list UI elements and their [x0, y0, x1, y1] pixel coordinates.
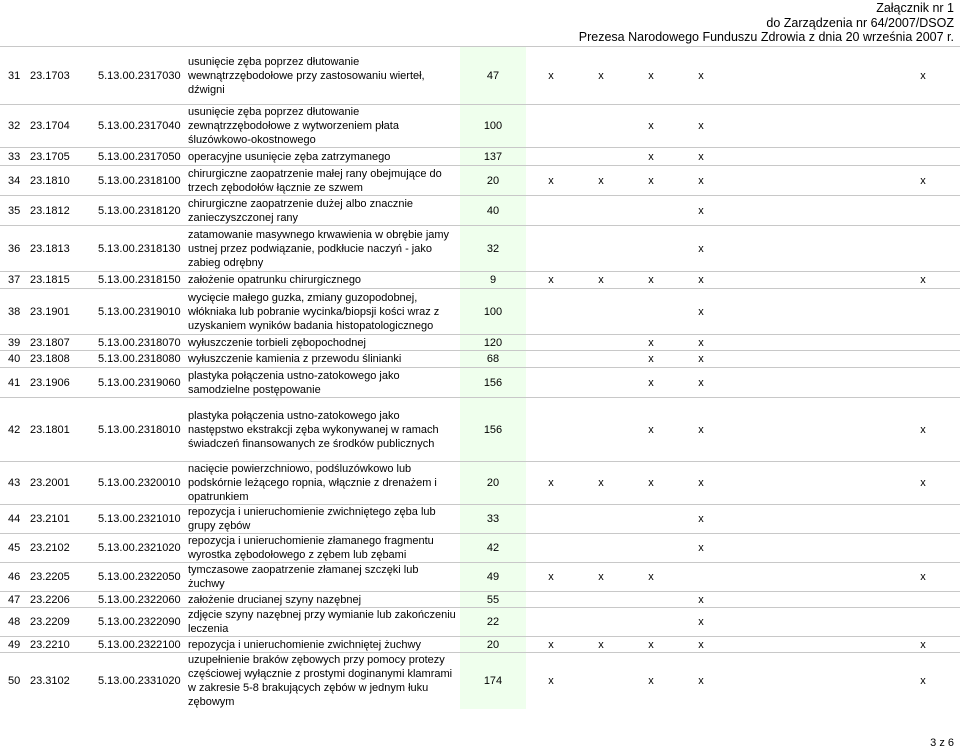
col-6 [886, 105, 960, 148]
icd-code: 5.13.00.2317030 [96, 47, 186, 105]
procedure-name: usunięcie zęba poprzez dłutowanie wewnątrzzębodołowe przy zastosowaniu wierteł, dźwigni [186, 47, 460, 105]
col-1 [526, 226, 576, 272]
col-6: x [886, 47, 960, 105]
col-1 [526, 148, 576, 166]
procedure-code: 23.1703 [28, 47, 96, 105]
col-1 [526, 335, 576, 351]
points: 100 [460, 105, 526, 148]
header-issuer: Prezesa Narodowego Funduszu Zdrowia z dnia 20 września 2007 r. [578, 30, 954, 44]
col-1: x [526, 563, 576, 592]
col-3 [626, 196, 676, 226]
row-number: 33 [0, 148, 28, 166]
col-3: x [626, 398, 676, 462]
procedure-name: wyłuszczenie torbieli zębopochodnej [186, 335, 460, 351]
points: 68 [460, 351, 526, 368]
procedure-name: chirurgiczne zaopatrzenie małej rany obejmujące do trzech zębodołów łącznie ze szwem [186, 166, 460, 196]
icd-code: 5.13.00.2322090 [96, 608, 186, 637]
points: 20 [460, 166, 526, 196]
points: 20 [460, 637, 526, 653]
col-2 [576, 653, 626, 710]
col-5 [726, 653, 886, 710]
col-5 [726, 105, 886, 148]
col-6: x [886, 166, 960, 196]
col-5 [726, 351, 886, 368]
row-number: 47 [0, 592, 28, 608]
icd-code: 5.13.00.2318080 [96, 351, 186, 368]
icd-code: 5.13.00.2321010 [96, 505, 186, 534]
col-1 [526, 608, 576, 637]
col-6: x [886, 563, 960, 592]
icd-code: 5.13.00.2331020 [96, 653, 186, 710]
row-number: 39 [0, 335, 28, 351]
col-6: x [886, 653, 960, 710]
icd-code: 5.13.00.2317050 [96, 148, 186, 166]
icd-code: 5.13.00.2322050 [96, 563, 186, 592]
col-2 [576, 505, 626, 534]
row-number: 50 [0, 653, 28, 710]
col-4: x [676, 608, 726, 637]
points: 33 [460, 505, 526, 534]
col-1 [526, 289, 576, 335]
procedure-code: 23.1705 [28, 148, 96, 166]
col-6 [886, 592, 960, 608]
col-3: x [626, 637, 676, 653]
table-row [0, 351, 960, 368]
procedure-code: 23.2210 [28, 637, 96, 653]
procedure-name: zatamowanie masywnego krwawienia w obrębie jamy ustnej przez podwiązanie, podkłucie naczyń - jako zabieg odrębny [186, 226, 460, 272]
col-1 [526, 398, 576, 462]
col-3 [626, 505, 676, 534]
col-3: x [626, 148, 676, 166]
col-4: x [676, 105, 726, 148]
col-1: x [526, 47, 576, 105]
table-row [0, 505, 960, 534]
col-6 [886, 289, 960, 335]
col-4: x [676, 335, 726, 351]
row-number: 31 [0, 47, 28, 105]
col-6: x [886, 272, 960, 289]
procedure-name: operacyjne usunięcie zęba zatrzymanego [186, 148, 460, 166]
col-3: x [626, 563, 676, 592]
procedure-name: nacięcie powierzchniowo, podśluzówkowo lub podskórnie leżącego ropnia, włącznie z drenażem i opatrunkiem [186, 462, 460, 505]
row-number: 38 [0, 289, 28, 335]
icd-code: 5.13.00.2322100 [96, 637, 186, 653]
points: 22 [460, 608, 526, 637]
table-row [0, 637, 960, 653]
col-6: x [886, 462, 960, 505]
points: 20 [460, 462, 526, 505]
icd-code: 5.13.00.2317040 [96, 105, 186, 148]
col-3: x [626, 653, 676, 710]
icd-code: 5.13.00.2318150 [96, 272, 186, 289]
col-2: x [576, 47, 626, 105]
procedure-code: 23.1704 [28, 105, 96, 148]
icd-code: 5.13.00.2320010 [96, 462, 186, 505]
procedure-name: chirurgiczne zaopatrzenie dużej albo znacznie zanieczyszczonej rany [186, 196, 460, 226]
procedure-name: repozycja i unieruchomienie zwichniętego zęba lub grupy zębów [186, 505, 460, 534]
procedure-name: usunięcie zęba poprzez dłutowanie zewnątrzzębodołowe z wytworzeniem płata śluzówkowo-okostnowego [186, 105, 460, 148]
row-number: 36 [0, 226, 28, 272]
col-4: x [676, 368, 726, 398]
icd-code: 5.13.00.2318120 [96, 196, 186, 226]
col-6: x [886, 398, 960, 462]
col-3 [626, 226, 676, 272]
table-row [0, 289, 960, 335]
procedure-code: 23.1810 [28, 166, 96, 196]
col-2: x [576, 563, 626, 592]
col-2 [576, 592, 626, 608]
col-1: x [526, 272, 576, 289]
col-4: x [676, 226, 726, 272]
row-number: 34 [0, 166, 28, 196]
table-row [0, 196, 960, 226]
table-row [0, 47, 960, 105]
col-5 [726, 47, 886, 105]
procedure-name: repozycja i unieruchomienie złamanego fragmentu wyrostka zębodołowego z zębem lub zębami [186, 534, 460, 563]
table-row [0, 335, 960, 351]
col-4: x [676, 505, 726, 534]
col-3: x [626, 166, 676, 196]
procedure-name: zdjęcie szyny nazębnej przy wymianie lub zakończeniu leczenia [186, 608, 460, 637]
col-5 [726, 196, 886, 226]
procedure-name: założenie drucianej szyny nazębnej [186, 592, 460, 608]
icd-code: 5.13.00.2322060 [96, 592, 186, 608]
points: 40 [460, 196, 526, 226]
procedure-code: 23.2206 [28, 592, 96, 608]
procedure-code: 23.1801 [28, 398, 96, 462]
col-5 [726, 637, 886, 653]
row-number: 41 [0, 368, 28, 398]
procedure-code: 23.1808 [28, 351, 96, 368]
procedure-code: 23.2102 [28, 534, 96, 563]
row-number: 37 [0, 272, 28, 289]
col-6 [886, 608, 960, 637]
table-row [0, 105, 960, 148]
col-5 [726, 563, 886, 592]
procedures-table [0, 46, 960, 709]
table-row [0, 148, 960, 166]
procedure-code: 23.1901 [28, 289, 96, 335]
procedure-code: 23.1813 [28, 226, 96, 272]
col-4: x [676, 166, 726, 196]
col-3: x [626, 462, 676, 505]
col-2 [576, 368, 626, 398]
col-2 [576, 226, 626, 272]
col-5 [726, 289, 886, 335]
col-2: x [576, 462, 626, 505]
col-4: x [676, 47, 726, 105]
procedure-code: 23.2101 [28, 505, 96, 534]
col-3 [626, 592, 676, 608]
row-number: 32 [0, 105, 28, 148]
col-3: x [626, 272, 676, 289]
table-row [0, 166, 960, 196]
row-number: 48 [0, 608, 28, 637]
col-2: x [576, 166, 626, 196]
points: 174 [460, 653, 526, 710]
col-4: x [676, 534, 726, 563]
col-4: x [676, 272, 726, 289]
table-row [0, 398, 960, 462]
table-row [0, 272, 960, 289]
col-1 [526, 505, 576, 534]
col-4: x [676, 462, 726, 505]
col-3: x [626, 47, 676, 105]
table-row [0, 534, 960, 563]
col-2: x [576, 637, 626, 653]
col-3 [626, 608, 676, 637]
col-4: x [676, 196, 726, 226]
col-4: x [676, 289, 726, 335]
col-1 [526, 368, 576, 398]
col-6 [886, 534, 960, 563]
col-2 [576, 608, 626, 637]
icd-code: 5.13.00.2318010 [96, 398, 186, 462]
procedure-name: tymczasowe zaopatrzenie złamanej szczęki lub żuchwy [186, 563, 460, 592]
col-2 [576, 534, 626, 563]
col-1: x [526, 637, 576, 653]
col-2 [576, 196, 626, 226]
col-2 [576, 398, 626, 462]
header-attachment: Załącznik nr 1 [876, 1, 954, 15]
col-2 [576, 351, 626, 368]
procedure-code: 23.2001 [28, 462, 96, 505]
col-4 [676, 563, 726, 592]
col-3: x [626, 351, 676, 368]
points: 100 [460, 289, 526, 335]
row-number: 45 [0, 534, 28, 563]
icd-code: 5.13.00.2318070 [96, 335, 186, 351]
col-5 [726, 335, 886, 351]
col-5 [726, 592, 886, 608]
col-3: x [626, 368, 676, 398]
icd-code: 5.13.00.2321020 [96, 534, 186, 563]
table-row [0, 226, 960, 272]
col-2 [576, 148, 626, 166]
procedure-code: 23.1815 [28, 272, 96, 289]
col-2 [576, 105, 626, 148]
col-1: x [526, 166, 576, 196]
col-1: x [526, 653, 576, 710]
col-3: x [626, 105, 676, 148]
row-number: 46 [0, 563, 28, 592]
col-6 [886, 368, 960, 398]
procedure-code: 23.2205 [28, 563, 96, 592]
procedure-code: 23.2209 [28, 608, 96, 637]
procedure-code: 23.1906 [28, 368, 96, 398]
col-1 [526, 351, 576, 368]
table-row [0, 653, 960, 710]
col-3 [626, 289, 676, 335]
points: 156 [460, 368, 526, 398]
col-5 [726, 148, 886, 166]
col-3: x [626, 335, 676, 351]
row-number: 44 [0, 505, 28, 534]
points: 55 [460, 592, 526, 608]
col-6 [886, 335, 960, 351]
col-1: x [526, 462, 576, 505]
procedure-name: plastyka połączenia ustno-zatokowego jako następstwo ekstrakcji zęba wykonywanej w ramach świadczeń finansowanych ze środków publicznych [186, 398, 460, 462]
col-5 [726, 272, 886, 289]
col-2 [576, 289, 626, 335]
points: 137 [460, 148, 526, 166]
row-number: 35 [0, 196, 28, 226]
icd-code: 5.13.00.2319060 [96, 368, 186, 398]
col-4: x [676, 351, 726, 368]
procedure-name: plastyka połączenia ustno-zatokowego jako samodzielne postępowanie [186, 368, 460, 398]
col-5 [726, 226, 886, 272]
procedure-name: uzupełnienie braków zębowych przy pomocy protezy częściowej wyłącznie z prostymi doginanymi klamrami w zakresie 5-8 brakujących zębów w jednym łuku zębowym [186, 653, 460, 710]
procedure-name: wyłuszczenie kamienia z przewodu ślinianki [186, 351, 460, 368]
col-5 [726, 534, 886, 563]
col-5 [726, 368, 886, 398]
table-row [0, 592, 960, 608]
col-1 [526, 534, 576, 563]
row-number: 40 [0, 351, 28, 368]
col-5 [726, 505, 886, 534]
points: 49 [460, 563, 526, 592]
icd-code: 5.13.00.2319010 [96, 289, 186, 335]
document-header [579, 1, 954, 45]
col-4: x [676, 653, 726, 710]
col-6 [886, 148, 960, 166]
points: 32 [460, 226, 526, 272]
col-2 [576, 335, 626, 351]
table-row [0, 563, 960, 592]
points: 120 [460, 335, 526, 351]
col-1 [526, 592, 576, 608]
col-6 [886, 196, 960, 226]
col-4: x [676, 148, 726, 166]
procedure-code: 23.1812 [28, 196, 96, 226]
col-3 [626, 534, 676, 563]
points: 47 [460, 47, 526, 105]
procedure-code: 23.3102 [28, 653, 96, 710]
col-5 [726, 398, 886, 462]
col-6 [886, 505, 960, 534]
col-6: x [886, 637, 960, 653]
procedure-name: założenie opatrunku chirurgicznego [186, 272, 460, 289]
points: 9 [460, 272, 526, 289]
col-4: x [676, 592, 726, 608]
col-6 [886, 351, 960, 368]
table-row [0, 368, 960, 398]
row-number: 43 [0, 462, 28, 505]
row-number: 49 [0, 637, 28, 653]
col-5 [726, 462, 886, 505]
col-4: x [676, 637, 726, 653]
procedure-name: wycięcie małego guzka, zmiany guzopodobnej, włókniaka lub pobranie wycinka/biopsji kości wraz z uzyskaniem wyników badania histopatologicznego [186, 289, 460, 335]
icd-code: 5.13.00.2318130 [96, 226, 186, 272]
procedure-name: repozycja i unieruchomienie zwichniętej żuchwy [186, 637, 460, 653]
header-ordinance: do Zarządzenia nr 64/2007/DSOZ [766, 15, 954, 30]
col-1 [526, 105, 576, 148]
table-row [0, 608, 960, 637]
row-number: 42 [0, 398, 28, 462]
col-1 [526, 196, 576, 226]
col-5 [726, 166, 886, 196]
procedure-code: 23.1807 [28, 335, 96, 351]
col-6 [886, 226, 960, 272]
points: 42 [460, 534, 526, 563]
table-row [0, 462, 960, 505]
page-number: 3 z 6 [930, 737, 954, 749]
col-2: x [576, 272, 626, 289]
col-4: x [676, 398, 726, 462]
icd-code: 5.13.00.2318100 [96, 166, 186, 196]
col-5 [726, 608, 886, 637]
points: 156 [460, 398, 526, 462]
